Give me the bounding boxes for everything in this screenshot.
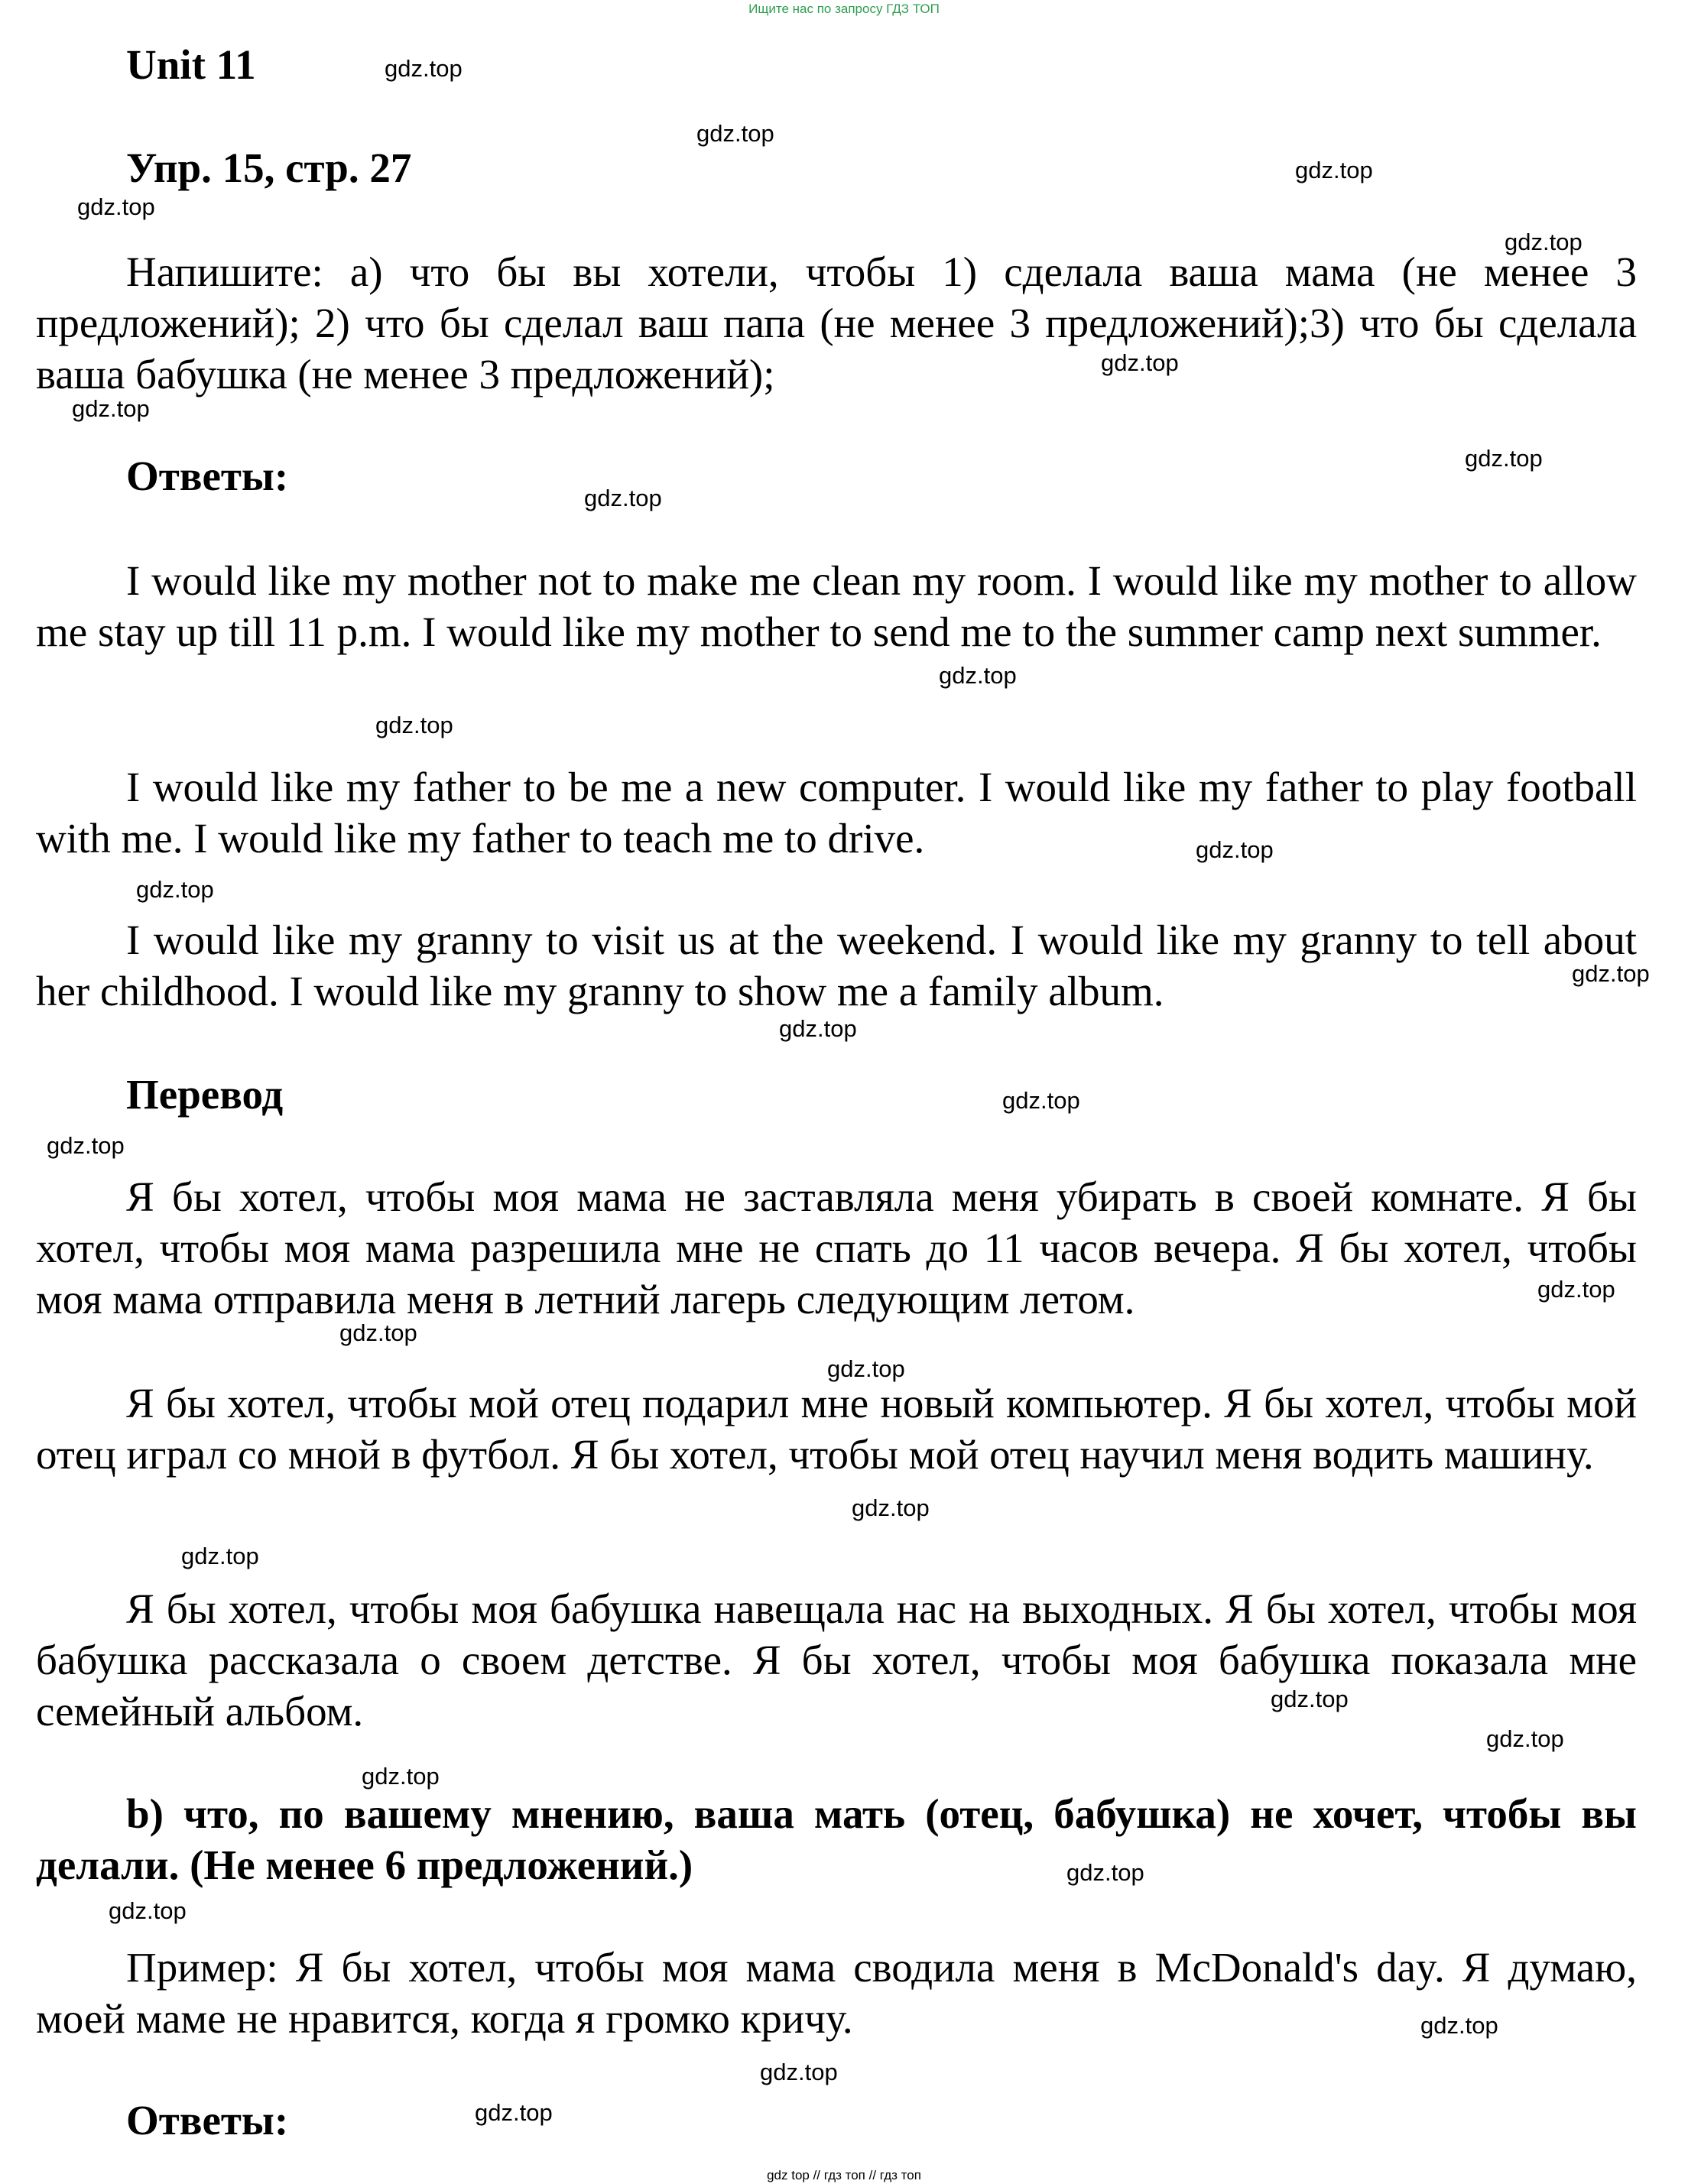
top-banner: Ищите нас по запросу ГДЗ ТОП [748, 2, 940, 16]
watermark: gdz.top [1101, 349, 1179, 376]
example-text: Пример: Я бы хотел, чтобы моя мама сводила меня в McDonald's day. Я думаю, моей маме не нравится, когда я громко кричу. [36, 1944, 1637, 2042]
watermark: gdz.top [696, 120, 774, 147]
watermark: gdz.top [1505, 229, 1582, 255]
bottom-banner: gdz top // гдз топ // гдз топ [767, 2168, 921, 2182]
watermark: gdz.top [1486, 1725, 1564, 1752]
watermark: gdz.top [1196, 836, 1274, 863]
answers-heading: Ответы: [126, 453, 289, 499]
watermark: gdz.top [1572, 960, 1650, 987]
watermark: gdz.top [385, 55, 463, 82]
watermark: gdz.top [109, 1897, 187, 1924]
task-b-text: b) что, по вашему мнению, ваша мать (отец, бабушка) не хочет, чтобы вы делали. (Не менее 6 предложений.) [36, 1790, 1637, 1888]
watermark: gdz.top [362, 1763, 440, 1790]
watermark: gdz.top [181, 1543, 259, 1569]
watermark: gdz.top [136, 876, 214, 903]
watermark: gdz.top [1465, 445, 1543, 472]
watermark: gdz.top [72, 395, 150, 422]
translation-heading: Перевод [126, 1071, 284, 1118]
answers-heading-2: Ответы: [126, 2097, 289, 2143]
watermark: gdz.top [779, 1015, 857, 1042]
watermark: gdz.top [852, 1494, 930, 1521]
watermark: gdz.top [375, 712, 453, 738]
watermark: gdz.top [1271, 1686, 1349, 1712]
watermark: gdz.top [1295, 157, 1373, 183]
watermark: gdz.top [584, 485, 662, 511]
watermark: gdz.top [47, 1132, 125, 1159]
answer-granny: I would like my granny to visit us at the weekend. I would like my granny to tell about her childhood. I would like my granny to show me a family album. [36, 917, 1637, 1014]
task-a-text: Напишите: а) что бы вы хотели, чтобы 1) сделала ваша мама (не менее 3 предложений); 2) что бы сделал ваш папа (не менее 3 предложений);3) что бы сделала ваша бабушка (не менее 3 предложений); [36, 248, 1637, 398]
watermark: gdz.top [939, 662, 1017, 689]
translation-father: Я бы хотел, чтобы мой отец подарил мне новый компьютер. Я бы хотел, чтобы мой отец играл со мной в футбол. Я бы хотел, чтобы мой отец научил меня водить машину. [36, 1380, 1637, 1478]
watermark: gdz.top [827, 1355, 905, 1382]
watermark: gdz.top [1420, 2012, 1498, 2039]
answer-mother: I would like my mother not to make me clean my room. I would like my mother to allow me stay up till 11 p.m. I would like my mother to send me to the summer camp next summer. [36, 557, 1637, 655]
watermark: gdz.top [1066, 1859, 1144, 1886]
watermark: gdz.top [760, 2059, 838, 2085]
answer-father: I would like my father to be me a new computer. I would like my father to play football with me. I would like my father to teach me to drive. [36, 764, 1637, 862]
translation-mother: Я бы хотел, чтобы моя мама не заставляла меня убирать в своей комнате. Я бы хотел, чтобы моя мама разрешила мне не спать до 11 часов вечера. Я бы хотел, чтобы моя мама отправила меня в летний лагерь следующим летом. [36, 1173, 1637, 1322]
watermark: gdz.top [1537, 1276, 1615, 1303]
translation-granny: Я бы хотел, чтобы моя бабушка навещала нас на выходных. Я бы хотел, чтобы моя бабушка рассказала о своем детстве. Я бы хотел, чтобы моя бабушка показала мне семейный альбом. [36, 1585, 1637, 1735]
watermark: gdz.top [1002, 1087, 1080, 1114]
watermark: gdz.top [339, 1319, 417, 1346]
exercise-title: Упр. 15, стр. 27 [126, 144, 412, 191]
unit-title: Unit 11 [126, 41, 256, 88]
watermark: gdz.top [77, 193, 155, 220]
watermark: gdz.top [475, 2099, 553, 2126]
